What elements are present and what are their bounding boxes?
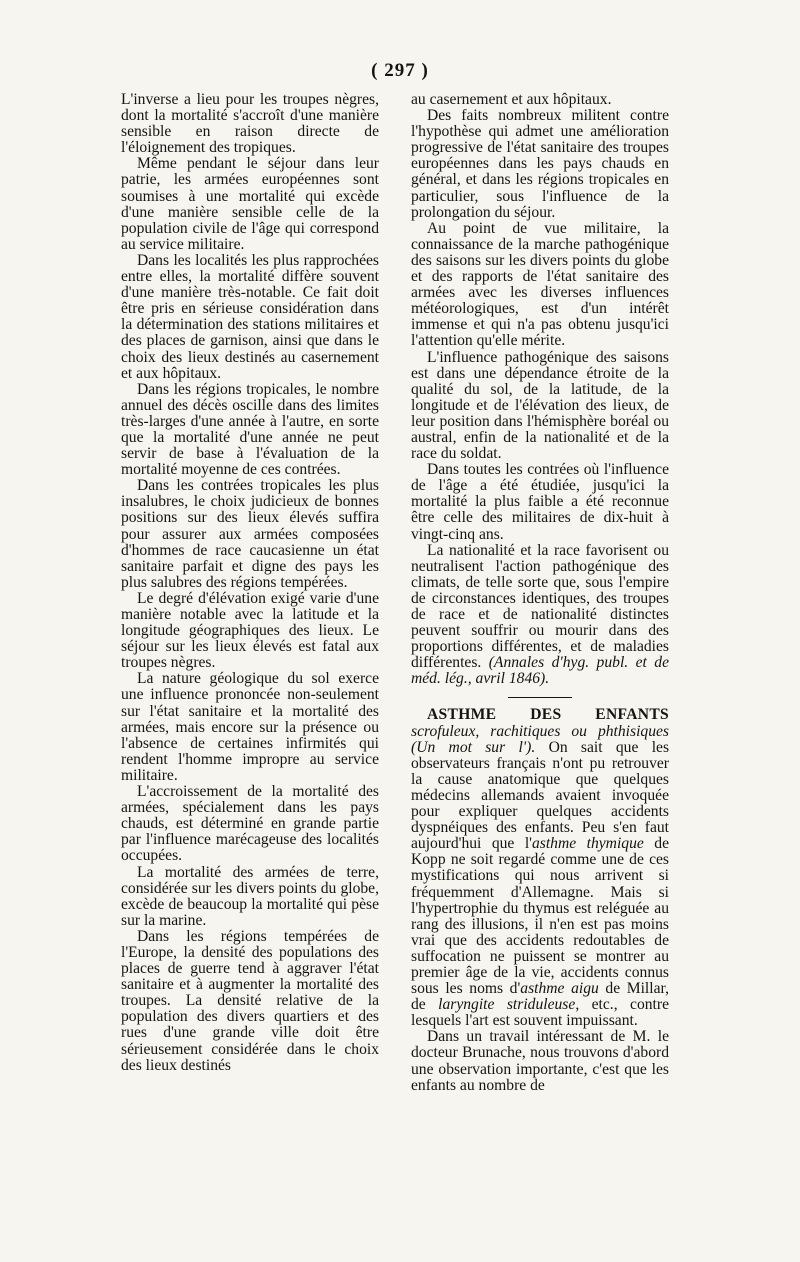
paragraph: Dans les contrées tropicales les plus insalubres, le choix judicieux de bonnes positions sur des lieux élevés suffira pour assurer aux armées composées d'hommes de race caucasienne un état sanitaire parfait et digne des pays les plus salubres des régions tempérées. xyxy=(121,477,379,591)
paragraph: Le degré d'élévation exigé varie d'une manière notable avec la latitude et la longitude géographiques des lieux. Le séjour sur les lieux élevés est fatal aux troupes nègres. xyxy=(121,589,379,672)
article-title-paren: (Un mot sur l'). xyxy=(411,738,536,756)
italic-term: asthme aigu xyxy=(520,980,599,998)
article-text: de Millar, de xyxy=(411,980,669,1014)
paragraph: L'accroissement de la mortalité des armées, spécialement dans les pays chauds, est déterminé en grande partie par l'influence marécageuse des localités occupées. xyxy=(121,783,379,865)
page-number: ( 297 ) xyxy=(371,60,429,81)
paragraph: Dans les régions tempérées de l'Europe, la densité des populations des places de guerre tend à aggraver l'état sanitaire et à augmenter la mortalité des troupes. La densité relative de la population des divers quartiers et des rues d'une grande ville doit être sérieusement considérée dans le choix des lieux destinés xyxy=(121,927,379,1074)
left-column xyxy=(121,92,379,1074)
article-text: de Kopp ne soit regardé comme une de ces mystifications qui nous arrivent si fréquemment d'Allemagne. Mais si l'hypertrophie du thymus est reléguée au rang des illusions, il n'en est pas moins vrai que des accidents redoutables de suffocation ne puissent se montrer au premier âge de la vie, accidents connus sous les noms d' xyxy=(411,835,669,998)
paragraph-continuation: au casernement et aux hôpitaux. xyxy=(411,91,612,108)
paragraph: L'inverse a lieu pour les troupes nègres, dont la mortalité s'accroît d'une manière sensible en raison directe de l'éloignement des tropiques. xyxy=(121,91,379,157)
article-text: , etc., contre lesquels l'art est souvent impuissant. xyxy=(411,996,669,1030)
paragraph: Dans un travail intéressant de M. le docteur Brunache, nous trouvons d'abord une observation importante, c'est que les enfants au nombre de xyxy=(411,1028,669,1094)
article-text: On sait que les observateurs français n'ont pu retrouver la cause anatomique que quelques médecins allemands avaient invoquée pour expliquer quelques accidents dyspnéiques des enfants. Peu s'en faut aujourd'hui que l' xyxy=(411,738,670,853)
section-divider xyxy=(508,697,572,698)
citation: (Annales d'hyg. publ. et de méd. lég., avril 1846). xyxy=(411,654,669,688)
paragraph: Dans les localités les plus rapprochées entre elles, la mortalité diffère souvent d'une manière très-notable. Ce fait doit être pris en sérieuse considération dans la détermination des stations militaires et des places de garnison, ainsi que dans le choix des lieux destinés au casernement et aux hôpitaux. xyxy=(121,251,379,382)
italic-term: laryngite striduleuse xyxy=(438,996,576,1014)
article-heading: ASTHME DES ENFANTS xyxy=(427,706,669,724)
paragraph: Même pendant le séjour dans leur patrie, les armées européennes sont soumises à une mortalité qui excède d'une manière sensible celle de la population civile de l'âge qui correspond au service militaire. xyxy=(121,155,379,253)
paragraph: L'influence pathogénique des saisons est dans une dépendance étroite de la qualité du sol, de la latitude, de la longitude et de l'élévation des lieux, de leur position dans l'hémisphère boréal ou austral, enfin de la nationalité et de la race du soldat. xyxy=(411,348,669,463)
italic-term: asthme thymique xyxy=(531,835,644,853)
paragraph: Au point de vue militaire, la connaissance de la marche pathogénique des saisons sur les divers points du globe et des rapports de l'état sanitaire des armées avec les diverses influences météorologiques, est d'un intérêt immense et qui n'a pas obtenu jusqu'ici l'attention qu'elle mérite. xyxy=(411,219,669,350)
paragraph: La mortalité des armées de terre, considérée sur les divers points du globe, excède de beaucoup la mortalité qui pèse sur la marine. xyxy=(121,863,379,929)
paragraph: Dans toutes les contrées où l'influence de l'âge a été étudiée, jusqu'ici la mortalité la plus faible a été reconnue être celle des militaires de dix-huit à vingt-cinq ans. xyxy=(411,461,669,543)
paragraph: Dans les régions tropicales, le nombre annuel des décès oscille dans des limites très-larges d'une année à l'autre, en sorte que la mortalité d'une année ne peut servir de base à l'évaluation de la mortalité moyenne de ces contrées. xyxy=(121,380,379,479)
paragraph: Des faits nombreux militent contre l'hypothèse qui admet une amélioration progressive de l'état sanitaire des troupes européennes dans les pays chauds en général, et dans les régions tropicales en particulier, sous l'influence de la prolongation du séjour. xyxy=(411,107,669,221)
paragraph: La nature géologique du sol exerce une influence prononcée non-seulement sur l'état sanitaire et la mortalité des armées, mais encore sur la présence ou l'absence de certaines infirmités qui rendent l'homme impropre au service militaire. xyxy=(121,670,379,784)
paragraph-with-citation xyxy=(411,543,669,688)
right-column xyxy=(411,92,669,1094)
article-title-italic: scrofuleux, rachitiques ou phthisiques xyxy=(411,722,669,740)
article-paragraph xyxy=(411,707,669,1029)
paragraph-text: La nationalité et la race favorisent ou neutralisent l'action pathogénique des climats, de telle sorte que, sous l'empire de circonstances identiques, des troupes de race et de nationalité distinctes peuvent souffrir ou mourir dans des proportions différentes, et de maladies différentes. xyxy=(411,541,669,672)
